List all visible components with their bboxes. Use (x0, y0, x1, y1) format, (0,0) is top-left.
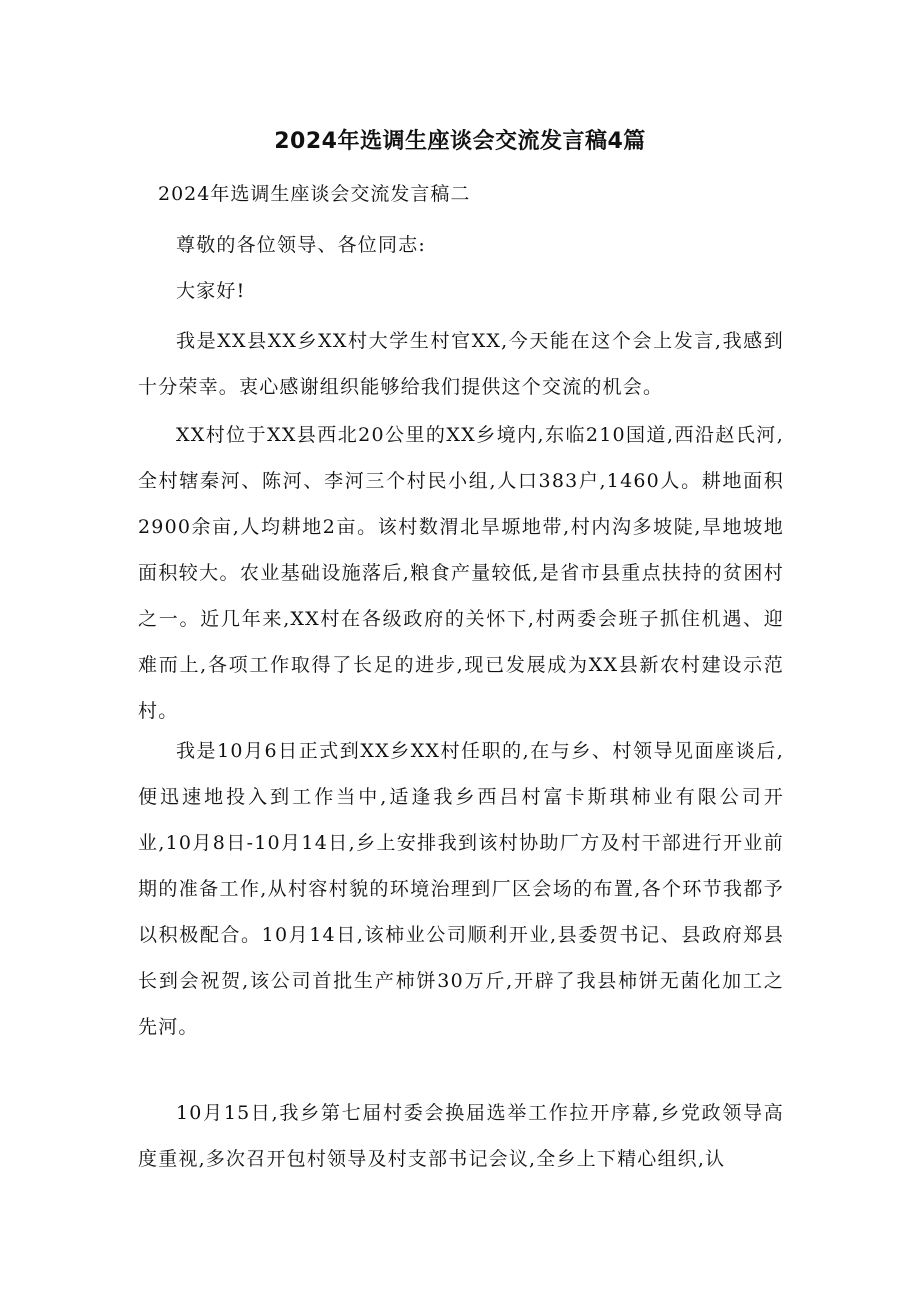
paragraph: 10月15日,我乡第七届村委会换届选举工作拉开序幕,乡党政领导高度重视,多次召开包村领导及村支部书记会议,全乡上下精心组织,认 (138, 1102, 784, 1170)
salutation: 尊敬的各位领导、各位同志: (176, 234, 427, 256)
paragraph: 我是XX县XX乡XX村大学生村官XX,今天能在这个会上发言,我感到十分荣幸。衷心感谢组织能够给我们提供这个交流的机会。 (138, 330, 784, 398)
document-subtitle: 2024年选调生座谈会交流发言稿二 (158, 183, 471, 205)
paragraph: XX村位于XX县西北20公里的XX乡境内,东临210国道,西沿赵氏河,全村辖秦河、陈河、李河三个村民小组,人口383户,1460人。耕地面积2900余亩,人均耕地2亩。该村数渭北旱塬地带,村内沟多坡陡,旱地坡地面积较大。农业基础设施落后,粮食产量较低,是省市县重点扶持的贫困村之一。近几年来,XX村在各级政府的关怀下,村两委会班子抓住机遇、迎难而上,各项工作取得了长足的进步,现已发展成为XX县新农村建设示范村。 (138, 424, 784, 722)
document-title: 2024年选调生座谈会交流发言稿4篇 (274, 129, 646, 154)
paragraph: 我是10月6日正式到XX乡XX村任职的,在与乡、村领导见面座谈后,便迅速地投入到工作当中,适逢我乡西吕村富卡斯琪柿业有限公司开业,10月8日-10月14日,乡上安排我到该村协助厂方及村干部进行开业前期的准备工作,从村容村貌的环境治理到厂区会场的布置,各个环节我都予以积极配合。10月14日,该柿业公司顺利开业,县委贺书记、县政府郑县长到会祝贺,该公司首批生产柿饼30万斤,开辟了我县柿饼无菌化加工之先河。 (138, 740, 784, 1038)
greeting: 大家好! (176, 280, 246, 302)
